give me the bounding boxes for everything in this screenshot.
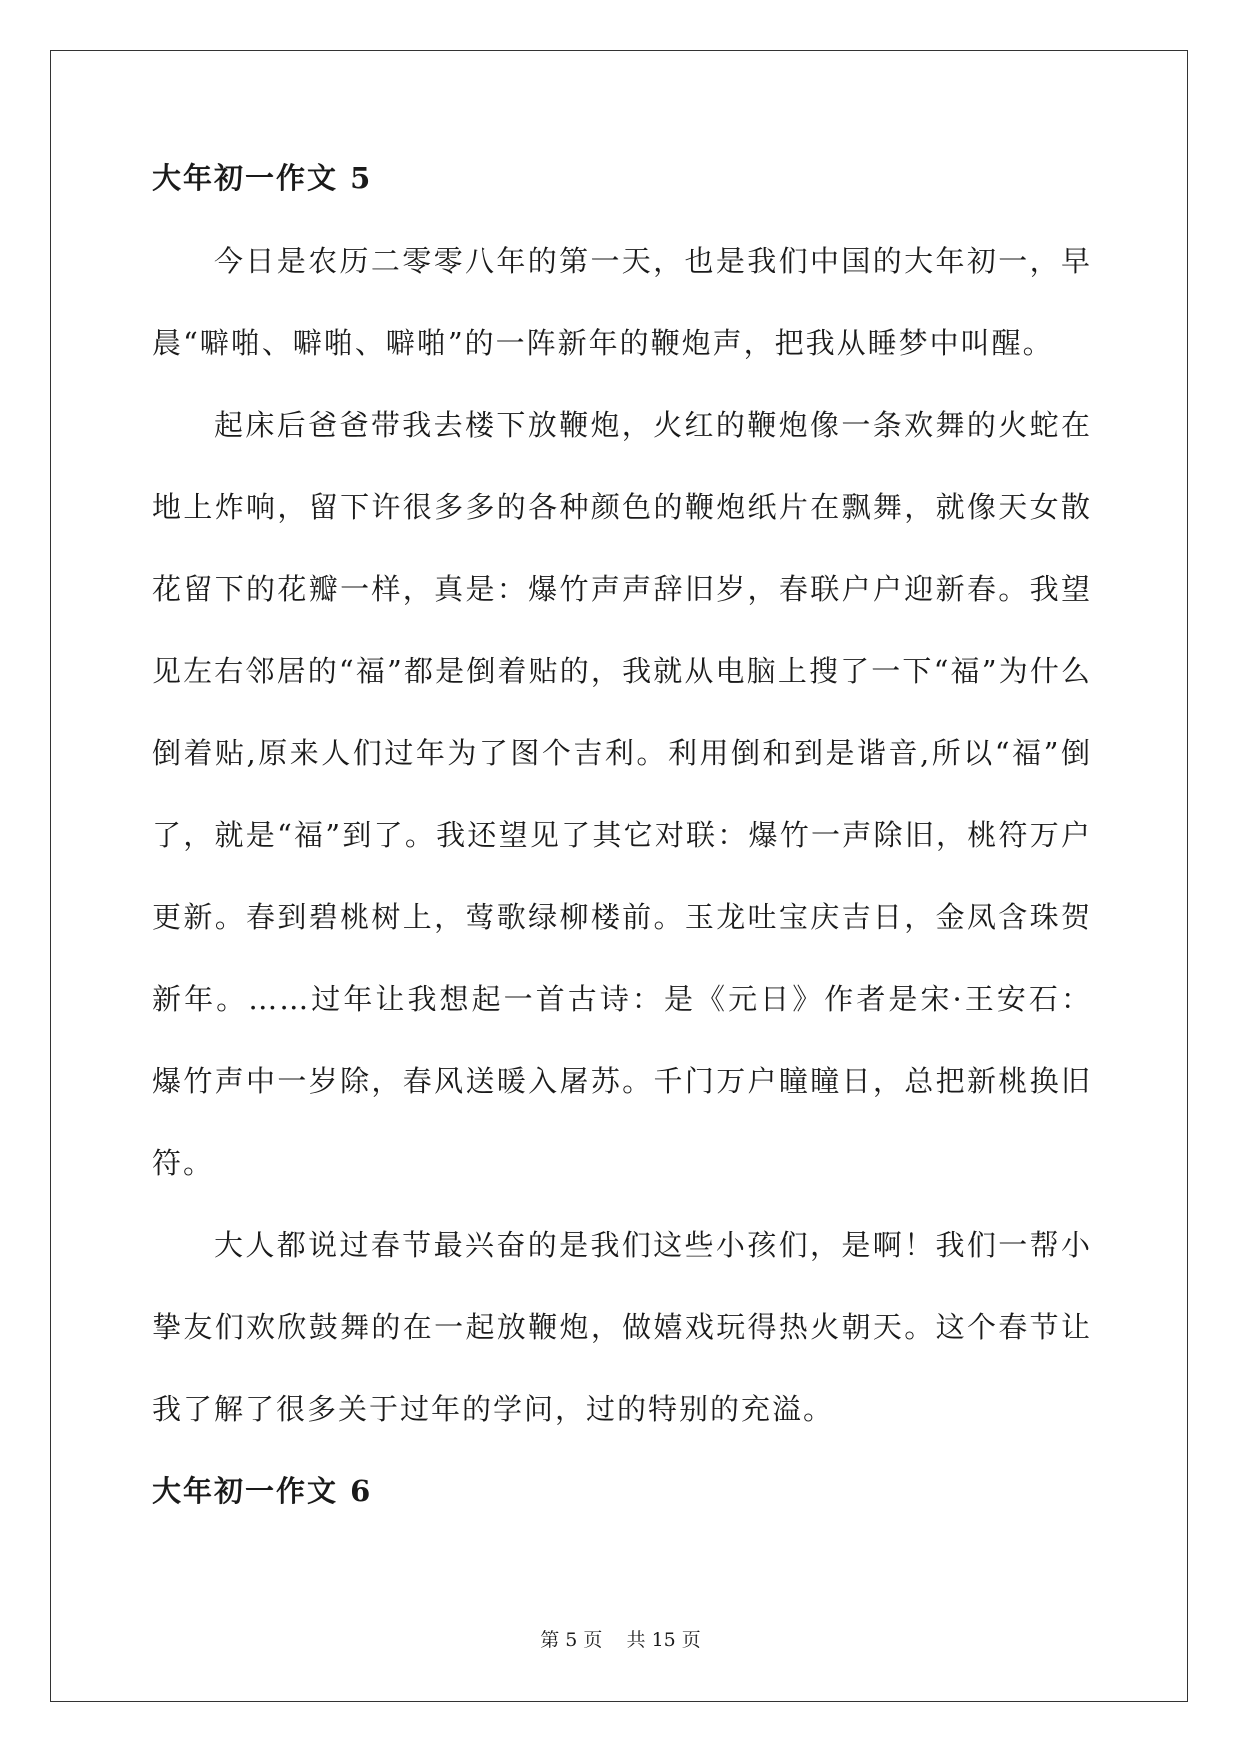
page-number-footer: 第 5 页 共 15 页 — [540, 1629, 701, 1651]
paragraph: 大人都说过春节最兴奋的是我们这些小孩们，是啊！我们一帮小挚友们欢欣鼓舞的在一起放鞭炮，做嬉戏玩得热火朝天。这个春节让我了解了很多关于过年的学问，过的特别的充溢。 — [152, 1228, 1092, 1426]
document-body — [152, 158, 1092, 1532]
section-title: 大年初一作文 5 — [152, 161, 373, 195]
section-title: 大年初一作文 6 — [152, 1474, 373, 1508]
paragraph: 起床后爸爸带我去楼下放鞭炮，火红的鞭炮像一条欢舞的火蛇在地上炸响，留下许很多多的各种颜色的鞭炮纸片在飘舞，就像天女散花留下的花瓣一样，真是：爆竹声声辞旧岁，春联户户迎新春。我望见左右邻居的“福”都是倒着贴的，我就从电脑上搜了一下“福”为什么倒着贴,原来人们过年为了图个吉利。利用倒和到是谐音,所以“福”倒了，就是“福”到了。我还望见了其它对联：爆竹一声除旧，桃符万户更新。春到碧桃树上，莺歌绿柳楼前。玉龙吐宝庆吉日，金凤含珠贺新年。……过年让我想起一首古诗：是《元日》作者是宋·王安石：爆竹声中一岁除，春风送暖入屠苏。千门万户瞳瞳日，总把新桃换旧符。 — [152, 408, 1092, 1180]
paragraph: 今日是农历二零零八年的第一天，也是我们中国的大年初一，早晨“噼啪、噼啪、噼啪”的一阵新年的鞭炮声，把我从睡梦中叫醒。 — [152, 244, 1092, 360]
